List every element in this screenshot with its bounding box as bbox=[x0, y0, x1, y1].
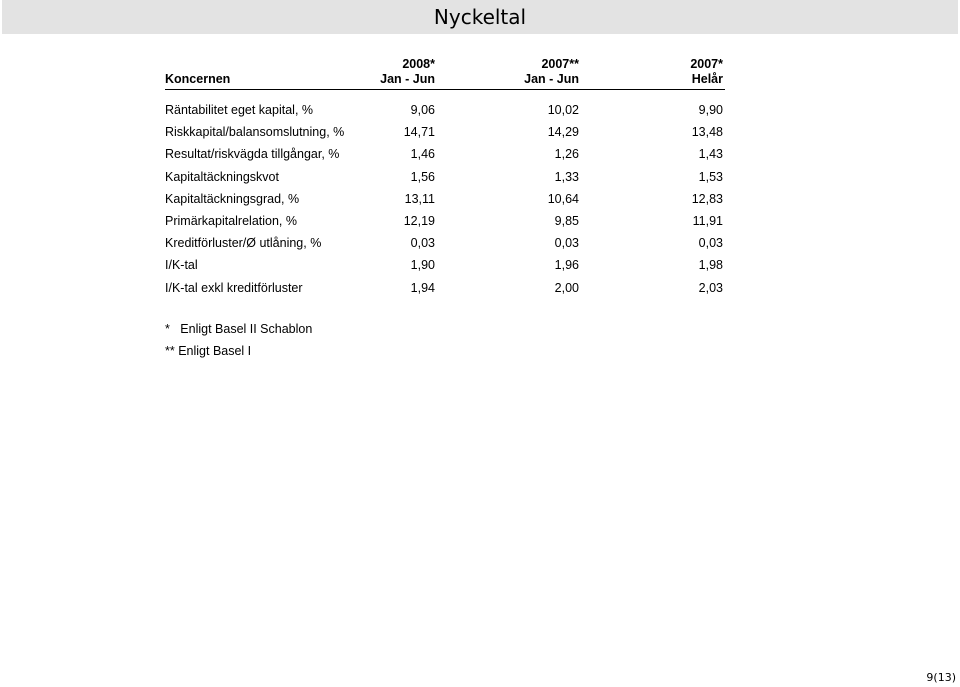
row-label: Kapitaltäckningskvot bbox=[165, 169, 279, 184]
column-header-2007-full-year bbox=[690, 57, 723, 87]
value-2007-full-year: 12,83 bbox=[691, 191, 723, 206]
value-2008-h1: 12,19 bbox=[403, 213, 435, 228]
column-header-2007-h1 bbox=[524, 57, 579, 87]
key-figures-table bbox=[165, 57, 725, 303]
value-2008-h1: 14,71 bbox=[403, 125, 435, 140]
value-2008-h1: 1,46 bbox=[410, 147, 435, 162]
table-row bbox=[165, 192, 725, 214]
value-2008-h1: 1,56 bbox=[410, 169, 435, 184]
value-2008-h1: 0,03 bbox=[410, 236, 435, 251]
table-row bbox=[165, 236, 725, 258]
value-2007-h1: 2,00 bbox=[554, 280, 579, 295]
column-header-range: Jan - Jun bbox=[524, 72, 579, 86]
row-label: I/K-tal exkl kreditförluster bbox=[165, 280, 303, 295]
value-2008-h1: 9,06 bbox=[410, 103, 435, 117]
table-row bbox=[165, 125, 725, 147]
group-label: Koncernen bbox=[165, 72, 231, 86]
value-2007-full-year: 13,48 bbox=[691, 125, 723, 140]
row-label: I/K-tal bbox=[165, 258, 198, 273]
column-header-2008-h1 bbox=[380, 57, 435, 87]
column-header-period: 2007* bbox=[690, 57, 723, 71]
value-2008-h1: 1,94 bbox=[410, 280, 435, 295]
table-row bbox=[165, 258, 725, 280]
table-body bbox=[165, 103, 725, 303]
value-2007-h1: 14,29 bbox=[547, 125, 579, 140]
value-2007-full-year: 1,43 bbox=[698, 147, 723, 162]
table-row bbox=[165, 103, 725, 125]
table-header bbox=[165, 57, 725, 90]
value-2007-h1: 9,85 bbox=[554, 213, 579, 228]
value-2007-full-year: 1,53 bbox=[698, 169, 723, 184]
footnote-basel-ii: * Enligt Basel II Schablon bbox=[165, 322, 313, 336]
value-2007-full-year: 0,03 bbox=[698, 236, 723, 251]
value-2007-h1: 1,96 bbox=[554, 258, 579, 273]
value-2007-h1: 0,03 bbox=[554, 236, 579, 251]
table-row bbox=[165, 214, 725, 236]
value-2007-full-year: 2,03 bbox=[698, 280, 723, 295]
page-title: Nyckeltal bbox=[433, 5, 527, 29]
column-header-range: Helår bbox=[691, 72, 723, 86]
row-label: Riskkapital/balansomslutning, % bbox=[165, 125, 345, 140]
title-bar bbox=[2, 0, 958, 34]
row-label: Primärkapitalrelation, % bbox=[165, 213, 297, 228]
row-label: Räntabilitet eget kapital, % bbox=[165, 103, 314, 117]
table-row bbox=[165, 147, 725, 169]
footnote-basel-i: ** Enligt Basel I bbox=[165, 344, 252, 358]
value-2008-h1: 13,11 bbox=[404, 191, 435, 206]
page-number: 9(13) bbox=[926, 671, 956, 684]
row-label: Resultat/riskvägda tillgångar, % bbox=[165, 147, 340, 162]
value-2007-h1: 10,64 bbox=[547, 191, 579, 206]
value-2007-h1: 1,26 bbox=[554, 147, 579, 162]
row-label: Kreditförluster/Ø utlåning, % bbox=[165, 236, 322, 251]
value-2007-h1: 1,33 bbox=[554, 169, 579, 184]
column-header-range: Jan - Jun bbox=[380, 72, 435, 86]
footnotes bbox=[165, 318, 312, 362]
value-2008-h1: 1,90 bbox=[410, 258, 435, 273]
value-2007-full-year: 9,90 bbox=[698, 103, 723, 117]
column-header-period: 2008* bbox=[402, 57, 435, 71]
value-2007-full-year: 1,98 bbox=[698, 258, 723, 273]
column-header-period: 2007** bbox=[541, 57, 579, 71]
table-row bbox=[165, 170, 725, 192]
value-2007-full-year: 11,91 bbox=[692, 213, 723, 228]
value-2007-h1: 10,02 bbox=[547, 103, 579, 117]
row-label: Kapitaltäckningsgrad, % bbox=[165, 191, 300, 206]
table-row bbox=[165, 281, 725, 303]
